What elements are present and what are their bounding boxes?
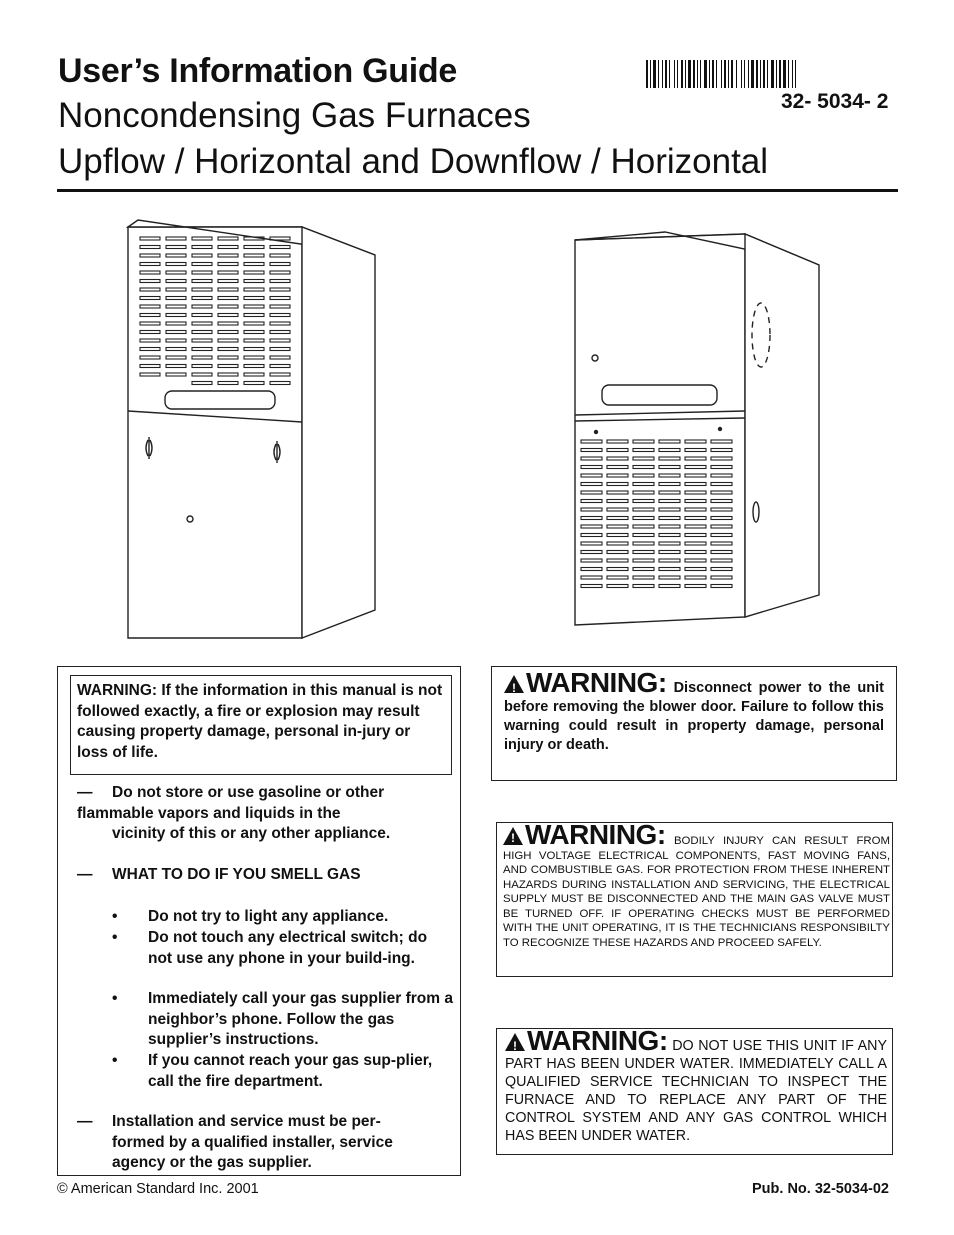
installation-notice: Installation and service must be per-formed by a qualified installer, service agency or the gas supplier. [112, 1113, 393, 1171]
document-number: 32- 5034- 2 [781, 90, 889, 113]
downflow-furnace-illustration [565, 225, 830, 630]
upflow-furnace-illustration [120, 215, 385, 650]
warning-text: Disconnect power to the unit before removing the blower door. Failure to follow this warning could result in property damage, personal injury or death. [504, 680, 885, 753]
gasoline-warning-line-2: flammable vapors and liquids in the [77, 805, 341, 822]
warning-label: WARNING: [527, 1025, 668, 1056]
gasoline-warning-line-1: Do not store or use gasoline or other [112, 784, 385, 801]
document-subtitle-2: Upflow / Horizontal and Downflow / Horizontal [58, 142, 769, 181]
warning-triangle-icon [504, 675, 524, 693]
smell-gas-heading: WHAT TO DO IF YOU SMELL GAS [112, 866, 361, 883]
document-subtitle-1: Noncondensing Gas Furnaces [58, 96, 531, 135]
warning-text: DO NOT USE THIS UNIT IF ANY PART HAS BEEN UNDER WATER. IMMEDIATELY CALL A QUALIFIED SERVICE TECHNICIAN TO INSPECT THE FURNACE AND TO REPLACE ANY PART OF THE CONTROL SYSTEM AND ANY GAS CONTROL WHICH HAS BEEN UNDER WATER. [505, 1038, 887, 1144]
dash-marker: — [77, 784, 93, 801]
dash-marker: — [77, 1113, 93, 1130]
gasoline-warning-line-3: vicinity of this or any other appliance. [112, 825, 391, 842]
copyright: © American Standard Inc. 2001 [57, 1181, 259, 1197]
barcode [646, 60, 886, 88]
document-title: User’s Information Guide [58, 52, 457, 90]
fire-explosion-warning: WARNING: If the information in this manual is not followed exactly, a fire or explosion may result causing property damage, personal in-jury or loss of life. [70, 675, 452, 775]
bullet-marker: • [112, 990, 118, 1007]
bullet-marker: • [112, 908, 118, 925]
water-damage-warning [496, 1025, 893, 1155]
bullet-marker: • [112, 929, 118, 946]
blower-door-warning [491, 666, 897, 781]
bullet-marker: • [112, 1052, 118, 1069]
publication-number: Pub. No. 32-5034-02 [752, 1181, 889, 1197]
warning-label: WARNING: [525, 819, 666, 850]
bullet-item: Do not try to light any appliance. [148, 908, 389, 925]
bullet-item: If you cannot reach your gas sup-plier, call the fire department. [148, 1052, 433, 1090]
bullet-item: Immediately call your gas supplier from a neighbor’s phone. Follow the gas supplier’s instructions. [148, 990, 453, 1048]
warning-triangle-icon [505, 1033, 525, 1051]
warning-label: WARNING: [526, 667, 667, 698]
warning-text: BODILY INJURY CAN RESULT FROM HIGH VOLTAGE ELECTRICAL COMPONENTS, FAST MOVING FANS, AND COMBUSTIBLE GAS. FOR PROTECTION FROM THESE INHERENT HAZARDS DURING INSTALLATION AND SERVICING, THE ELECTRICAL SUPPLY MUST BE DISCONNECTED AND THE MAIN GAS VALVE MUST BE TURNED OFF. IF OPERATING CHECKS MUST BE PERFORMED WITH THE UNIT OPERATING, IT IS THE TECHNICIANS RESPONSIBILTY TO RECOGNIZE THESE HAZARDS AND PROCEED SAFELY. [503, 835, 890, 949]
warning-triangle-icon [503, 827, 523, 845]
bullet-item: Do not touch any electrical switch; do not use any phone in your build-ing. [148, 929, 428, 967]
header-rule [57, 189, 898, 192]
dash-marker: — [77, 866, 93, 883]
bodily-injury-warning [496, 819, 893, 977]
